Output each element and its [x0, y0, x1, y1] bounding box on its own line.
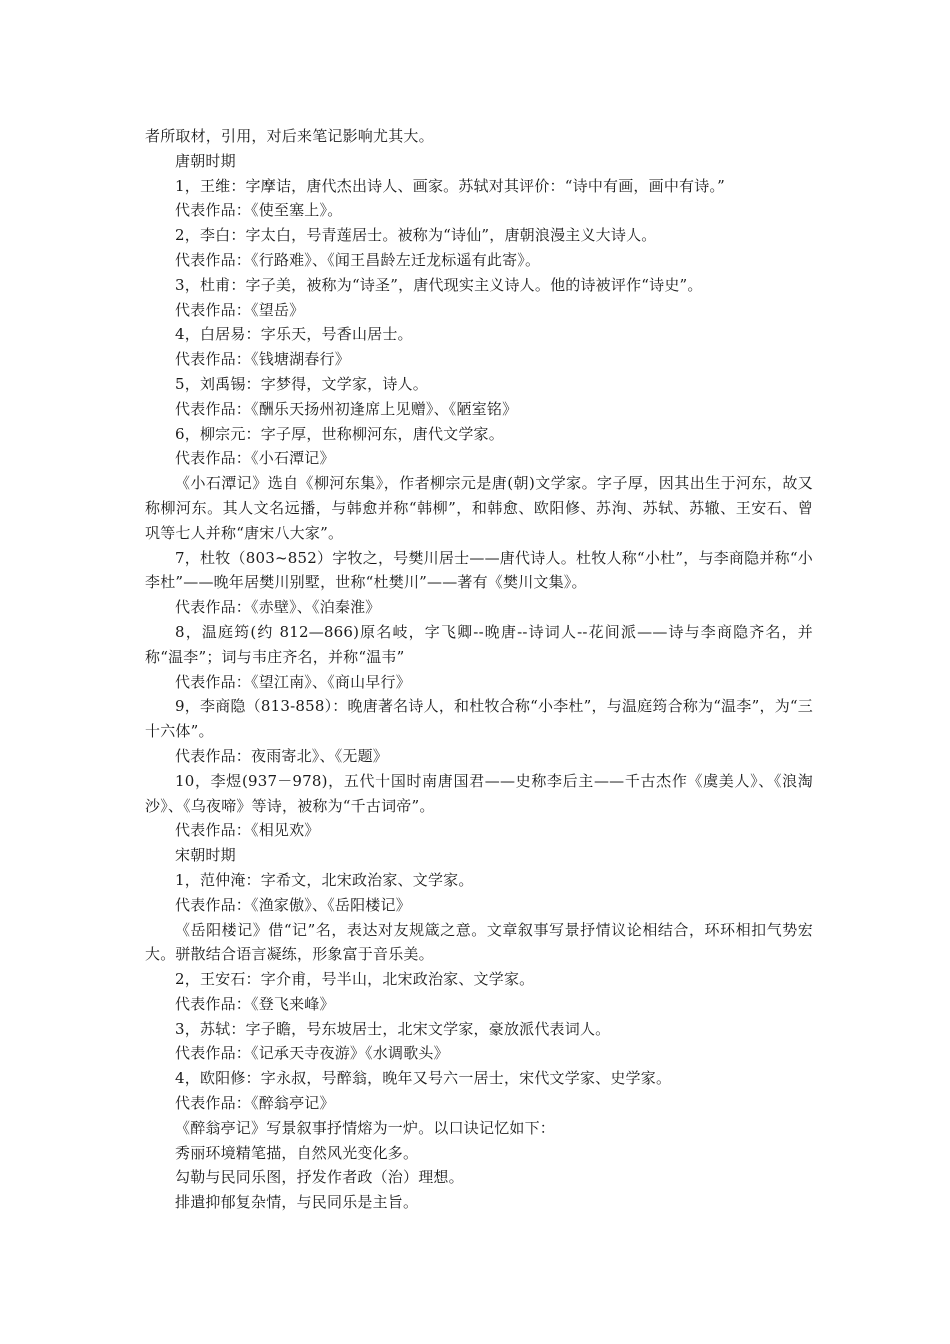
- paragraph: 代表作品：《行路难》、《闻王昌龄左迁龙标遥有此寄》。: [175, 250, 541, 269]
- paragraph: 排遣抑郁复杂情，与民同乐是主旨。: [175, 1193, 419, 1212]
- paragraph: 代表作品：《钱塘湖春行》: [175, 350, 350, 369]
- paragraph: 代表作品：《醉翁亭记》: [175, 1094, 335, 1113]
- paragraph: 5，刘禹锡：字梦得，文学家，诗人。: [175, 374, 428, 393]
- paragraph: 4，白居易：字乐天，号香山居士。: [175, 325, 413, 344]
- paragraph: 代表作品：夜雨寄北》、《无题》: [175, 746, 389, 765]
- paragraph: 2，李白：字太白，号青莲居士。被称为“诗仙”，唐朝浪漫主义大诗人。: [175, 226, 657, 245]
- paragraph: 代表作品：《望岳》: [175, 300, 305, 319]
- paragraph: 1，王维：字摩诘，唐代杰出诗人、画家。苏轼对其评价：“诗中有画，画中有诗。”: [175, 176, 725, 195]
- paragraph: 6，柳宗元：字子厚，世称柳河东，唐代文学家。: [175, 424, 504, 443]
- paragraph: 《醉翁亭记》写景叙事抒情熔为一炉。以口诀记忆如下：: [175, 1118, 556, 1137]
- paragraph: 8，温庭筠(约 812—866)原名岐，字飞卿--晚唐--诗词人--花间派——诗与李商隐齐名，并称“温李”；词与韦庄齐名，并称“温韦”: [145, 622, 813, 666]
- paragraph: 3，杜甫：字子美，被称为“诗圣”，唐代现实主义诗人。他的诗被评作“诗史”。: [175, 275, 703, 294]
- paragraph: 秀丽环境精笔描，自然风光变化多。: [175, 1143, 419, 1162]
- paragraph: 代表作品：《赤壁》、《泊秦淮》: [175, 598, 381, 617]
- paragraph: 9，李商隐（813-858）：晚唐著名诗人，和杜牧合称“小李杜”，与温庭筠合称为“温李”，为“三十六体”。: [145, 697, 813, 741]
- paragraph: 代表作品：《使至塞上》。: [175, 201, 343, 220]
- paragraph: 4，欧阳修：字永叔，号醉翁，晚年又号六一居士，宋代文学家、史学家。: [175, 1069, 672, 1088]
- paragraph: 《岳阳楼记》借“记”名，表达对友规箴之意。文章叙事写景抒情议论相结合，环环相扣气势宏大。骈散结合语言凝练，形象富于音乐美。: [145, 920, 813, 964]
- paragraph: 者所取材，引用，对后来笔记影响尤其大。: [145, 127, 434, 145]
- paragraph: 代表作品：《记承天寺夜游》《水调歌头》: [175, 1044, 449, 1063]
- paragraph: 代表作品：《酬乐天扬州初逢席上见赠》、《陋室铭》: [175, 399, 518, 418]
- paragraph: 1，范仲淹：字希文，北宋政治家、文学家。: [175, 870, 474, 889]
- paragraph: 代表作品：《相见欢》: [175, 821, 320, 840]
- paragraph: 代表作品：《渔家傲》、《岳阳楼记》: [175, 895, 411, 914]
- paragraph: 《小石潭记》选自《柳河东集》，作者柳宗元是唐(朝)文学家。字子厚，因其出生于河东，故又称柳河东。其人文名远播，与韩愈并称“韩柳”，和韩愈、欧阳修、苏洵、苏轼、苏辙、王安石、曾巩等七人并称“唐宋八大家”。: [145, 474, 813, 542]
- paragraph: 代表作品：《望江南》、《商山早行》: [175, 672, 411, 691]
- paragraph: 勾勒与民同乐图，抒发作者政（治）理想。: [175, 1168, 464, 1187]
- paragraph: 7，杜牧（803~852）字牧之，号樊川居士——唐代诗人。杜牧人称“小杜”，与李商隐并称“小李杜”——晚年居樊川别墅，世称“杜樊川”——著有《樊川文集》。: [145, 548, 813, 592]
- paragraph: 唐朝时期: [175, 151, 236, 170]
- paragraph: 10，李煜(937－978)，五代十国时南唐国君——史称李后主——千古杰作《虞美人》、《浪淘沙》、《乌夜啼》等诗，被称为“千古词帝”。: [145, 771, 813, 815]
- paragraph: 3，苏轼：字子瞻，号东坡居士，北宋文学家，豪放派代表词人。: [175, 1019, 611, 1038]
- paragraph: 宋朝时期: [175, 846, 236, 865]
- paragraph: 代表作品：《登飞来峰》: [175, 994, 335, 1013]
- paragraph: 2，王安石：字介甫，号半山，北宋政治家、文学家。: [175, 970, 535, 989]
- document-body: [145, 124, 813, 1215]
- paragraph: 代表作品：《小石潭记》: [175, 449, 335, 468]
